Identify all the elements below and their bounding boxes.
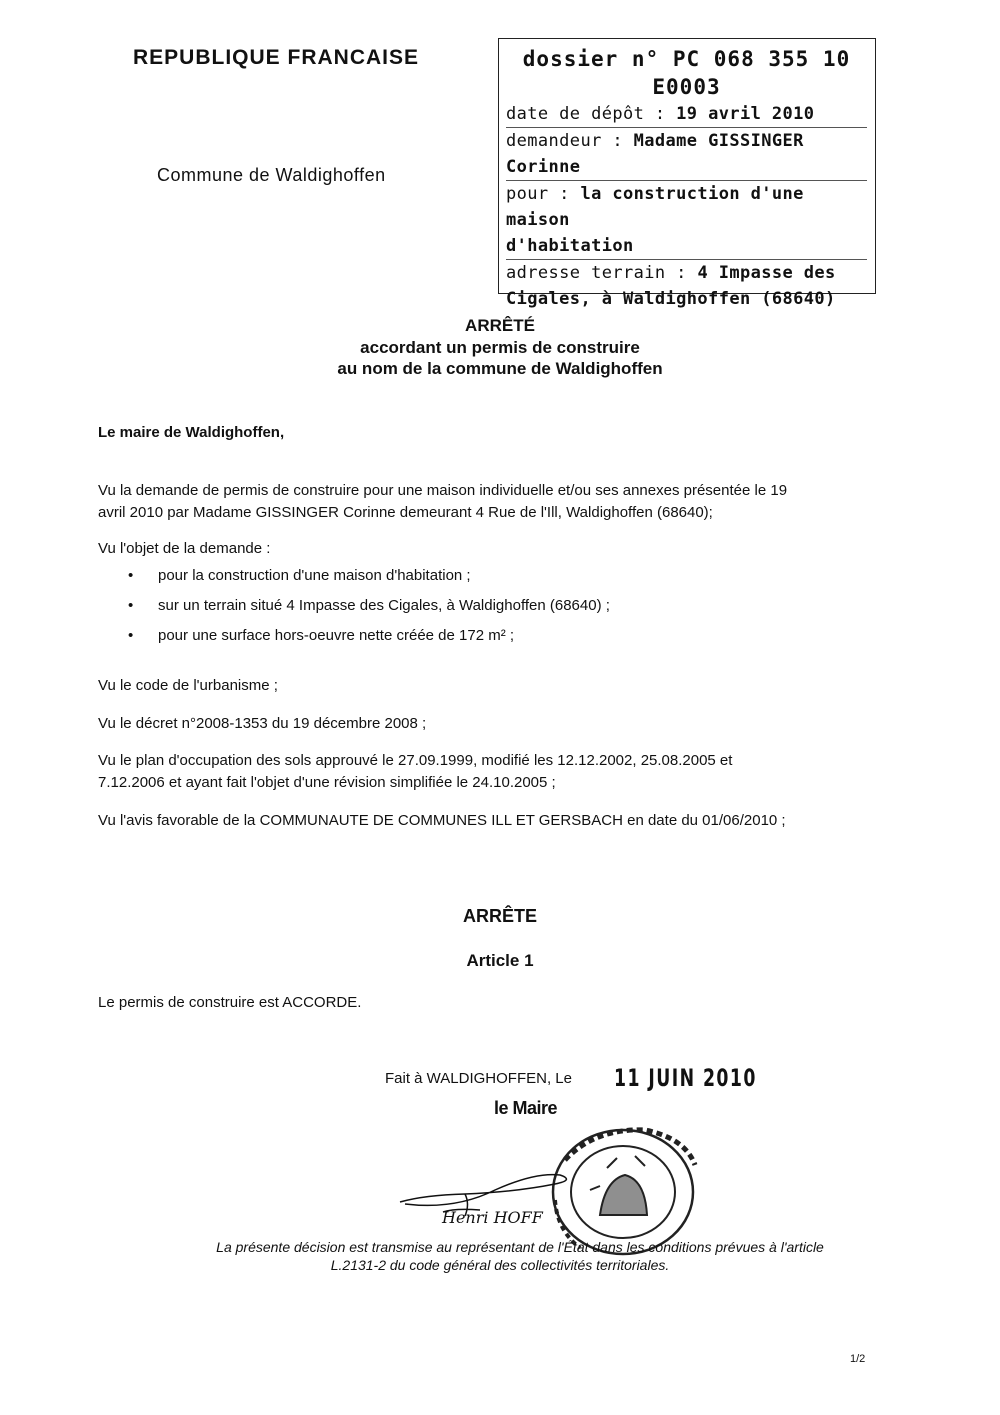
- dossier-pour: [506, 180, 867, 259]
- pour-label: pour :: [506, 184, 581, 204]
- demandeur-label: demandeur :: [506, 131, 634, 151]
- bullet-item: [128, 597, 610, 614]
- vu-objet: Vu l'objet de la demande :: [98, 540, 271, 557]
- arrete-subtitle-2: au nom de la commune de Waldighoffen: [337, 359, 663, 378]
- footer-line2: L.2131-2 du code général des collectivités territoriales.: [330, 1257, 670, 1273]
- demandeur-value-2: Corinne: [506, 157, 581, 177]
- fait-a: Fait à WALDIGHOFFEN, Le: [385, 1070, 572, 1087]
- maire-heading: Le maire de Waldighoffen,: [98, 424, 285, 441]
- vu-avis: Vu l'avis favorable de la COMMUNAUTE DE COMMUNES ILL ET GERSBACH en date du 01/06/2010 ;: [98, 812, 786, 829]
- vu-demande-line1: Vu la demande de permis de construire pour une maison individuelle et/ou ses annexes présentée le 19: [98, 482, 788, 499]
- vu-decret: Vu le décret n°2008-1353 du 19 décembre 2008 ;: [98, 715, 427, 732]
- bullet-item: [128, 627, 514, 644]
- vu-code: Vu le code de l'urbanisme ;: [98, 677, 278, 694]
- vu-plan-line1: Vu le plan d'occupation des sols approuvé le 27.09.1999, modifié les 12.12.2002, 25.08.2005 et: [98, 752, 733, 769]
- page-number: 1/2: [850, 1353, 866, 1365]
- date-stamp: 11 JUIN 2010: [614, 1064, 757, 1092]
- bullet-text: pour la construction d'une maison d'habitation ;: [158, 567, 471, 584]
- bullet-dot-icon: •: [128, 597, 134, 614]
- arrete-heading: ARRÊTE: [462, 906, 537, 926]
- bullet-dot-icon: •: [128, 627, 134, 644]
- decision-text: Le permis de construire est ACCORDE.: [98, 994, 362, 1011]
- dossier-number: [506, 45, 867, 101]
- bullet-text: sur un terrain situé 4 Impasse des Cigales, à Waldighoffen (68640) ;: [158, 597, 610, 614]
- article-heading: Article 1: [466, 951, 534, 970]
- dossier-number-line1: dossier n° PC 068 355 10: [522, 47, 851, 71]
- vu-plan: [98, 750, 888, 794]
- signatory-name: Henri HOFF: [442, 1208, 543, 1227]
- mairie-seal-icon: [553, 1130, 695, 1254]
- bullet-text: pour une surface hors-oeuvre nette créée de 172 m² ;: [158, 627, 515, 644]
- dossier-demandeur: [506, 127, 867, 180]
- depot-label: date de dépôt :: [506, 104, 677, 124]
- adresse-value-2: Cigales, à Waldighoffen (68640): [506, 289, 836, 309]
- footer-line1: La présente décision est transmise au représentant de l'État dans les conditions prévues à l'article: [216, 1239, 824, 1255]
- dossier-adresse: [506, 259, 867, 312]
- arrete-subtitle-1: accordant un permis de construire: [360, 338, 640, 357]
- adresse-label: adresse terrain :: [506, 263, 698, 283]
- vu-plan-line2: 7.12.2006 et ayant fait l'objet d'une révision simplifiée le 24.10.2005 ;: [98, 774, 556, 791]
- le-maire: le Maire: [494, 1098, 558, 1118]
- commune-name: Commune de Waldighoffen: [157, 165, 386, 185]
- adresse-value-1: 4 Impasse des: [697, 263, 836, 283]
- pour-value-1: la construction d'une maison: [506, 184, 804, 230]
- vu-demande-line2: avril 2010 par Madame GISSINGER Corinne demeurant 4 Rue de l'Ill, Waldighoffen (68640);: [98, 504, 713, 521]
- vu-demande: [98, 480, 888, 524]
- demandeur-value-1: Madame GISSINGER: [633, 131, 804, 151]
- country-heading: REPUBLIQUE FRANCAISE: [133, 46, 420, 69]
- dossier-depot: [506, 101, 867, 127]
- depot-value: 19 avril 2010: [676, 104, 815, 124]
- arrete-title: ARRÊTÉ: [465, 316, 535, 335]
- bullet-dot-icon: •: [128, 567, 134, 584]
- pour-value-2: d'habitation: [506, 236, 634, 256]
- dossier-number-line2: E0003: [652, 75, 721, 99]
- dossier-box: [498, 38, 876, 309]
- bullet-item: [128, 567, 471, 584]
